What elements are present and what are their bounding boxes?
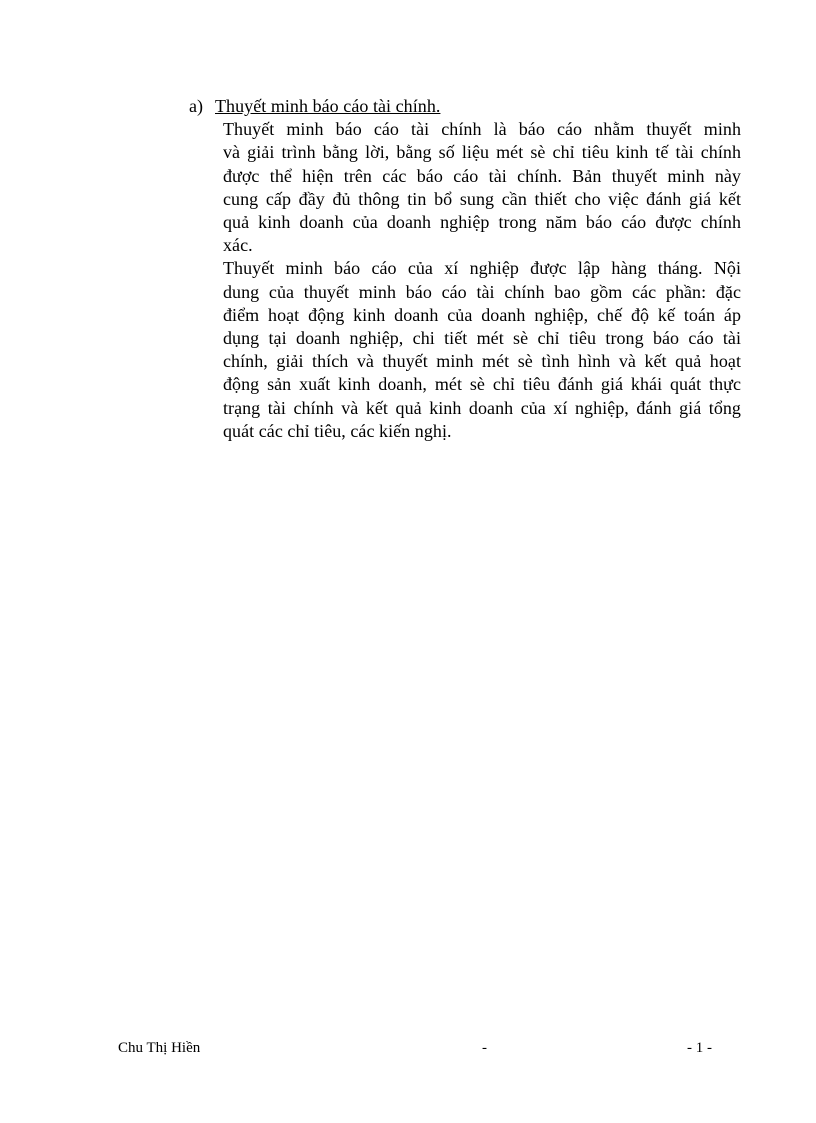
paragraph — [189, 118, 741, 257]
paragraph-line: trạng tài chính và kết quả kinh doanh của xí nghiệp, đánh giá tổng — [223, 397, 741, 418]
footer-separator: - — [482, 1040, 487, 1056]
paragraph-line: chính, giải thích và thuyết minh mét sè tình hình và kết quả hoạt — [223, 351, 741, 372]
document-body — [189, 95, 741, 443]
paragraph-line: cung cấp đầy đủ thông tin bổ sung cần thiết cho việc đánh giá kết — [223, 188, 741, 209]
paragraph-line: xác. — [223, 235, 253, 256]
section-marker: a) — [189, 96, 204, 116]
paragraph-line: điểm hoạt động kinh doanh của doanh nghiệp, chế độ kế toán áp — [223, 304, 741, 325]
footer-author: Chu Thị Hiền — [118, 1040, 201, 1056]
paragraph-line: Thuyết minh báo cáo tài chính là báo cáo nhằm thuyết minh — [223, 119, 741, 140]
paragraph — [189, 257, 741, 443]
paragraph-line: và giải trình bằng lời, bằng số liệu mét sè chỉ tiêu kinh tế tài chính — [223, 142, 741, 163]
section-heading — [189, 95, 741, 118]
paragraph-line: được thể hiện trên các báo cáo tài chính. Bản thuyết minh này — [223, 165, 741, 186]
paragraph-line: Thuyết minh báo cáo của xí nghiệp được lập hàng tháng. Nội — [223, 258, 741, 279]
paragraph-line: động sản xuất kinh doanh, mét sè chỉ tiêu đánh giá khái quát thực — [223, 374, 741, 395]
paragraph-line: dung của thuyết minh báo cáo tài chính bao gồm các phần: đặc — [223, 281, 741, 302]
paragraph-line: quát các chỉ tiêu, các kiến nghị. — [223, 420, 452, 441]
paragraph-line: dụng tại doanh nghiệp, chi tiết mét sè chỉ tiêu trong báo cáo tài — [223, 328, 741, 349]
page-footer — [118, 1040, 712, 1062]
page-number: - 1 - — [687, 1040, 712, 1056]
section-title: Thuyết minh báo cáo tài chính. — [215, 96, 441, 116]
paragraph-line: quả kinh doanh của doanh nghiệp trong năm báo cáo được chính — [223, 212, 741, 233]
